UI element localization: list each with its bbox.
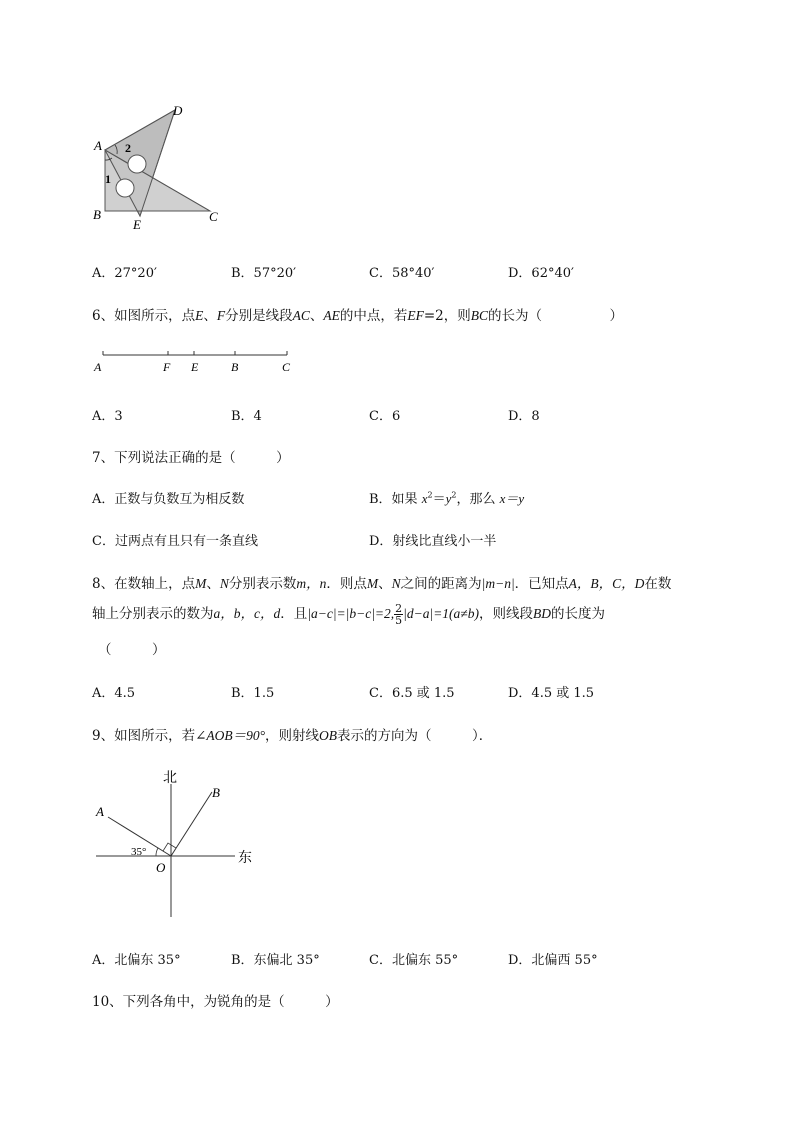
q9-option-b[interactable]: B．东偏北 35° <box>231 953 320 968</box>
q8-distance: |m−n| <box>481 576 515 591</box>
label-a: A <box>94 138 102 153</box>
q6-option-a[interactable]: A．3 <box>92 409 123 424</box>
q8-option-d[interactable]: D．4.5 或 1.5 <box>508 686 595 701</box>
label-e: E <box>133 217 141 232</box>
q7-eq: ＝ <box>432 492 446 507</box>
q10-stem: 10、下列各角中，为锐角的是（ ） <box>92 994 339 1010</box>
q9-angle: ∠AOB＝90° <box>195 728 266 743</box>
q8-var: M <box>195 576 207 591</box>
q7-option-b-text: B．如果 <box>369 492 422 507</box>
q6-var-f: F <box>216 308 226 323</box>
q7-option-a[interactable]: A．正数与负数互为相反数 <box>92 492 245 507</box>
q7-stem: 7、下列说法正确的是（ ） <box>92 450 290 466</box>
q6-var-ac: AC <box>292 308 310 323</box>
label-a: A <box>96 804 104 819</box>
q8-var: BD <box>532 606 551 621</box>
q8-var: m，n <box>296 576 327 591</box>
q8-text: ．且 <box>280 606 308 622</box>
q6-text: 的长为（ ） <box>488 308 624 324</box>
q8-text: 之间的距离为 <box>400 576 482 592</box>
q9-option-d[interactable]: D．北偏西 55° <box>508 953 598 968</box>
q8-var: N <box>391 576 401 591</box>
label-c: C <box>209 209 218 224</box>
q8-condition: |a−c|=|b−c|=2, <box>307 606 395 621</box>
q6-text: =2，则 <box>423 308 471 324</box>
point-f: F <box>163 360 171 374</box>
q7-option-d[interactable]: D．射线比直线小一半 <box>369 534 497 549</box>
q8-stem-line3: （ ） <box>98 642 166 658</box>
q5-option-b[interactable]: B．57°20′ <box>231 266 297 281</box>
fraction-denominator: 5 <box>395 614 403 627</box>
label-east: 东 <box>238 851 252 866</box>
q6-option-b[interactable]: B．4 <box>231 409 262 424</box>
label-o: O <box>156 860 166 875</box>
q7-sup: 2 <box>427 490 433 500</box>
q8-text: 的长度为 <box>550 606 605 622</box>
q6-var-ae: AE <box>323 308 340 323</box>
q6-option-c[interactable]: C．6 <box>369 409 401 424</box>
q8-text: 在数 <box>644 576 672 592</box>
q6-var-ef: EF <box>407 308 424 323</box>
label-b: B <box>93 207 101 222</box>
angle-2: 2 <box>125 141 131 155</box>
q8-option-a[interactable]: A．4.5 <box>92 686 136 701</box>
q8-fraction <box>394 603 403 626</box>
q8-var: N <box>219 576 229 591</box>
q5-figure <box>85 98 235 238</box>
q6-var-bc: BC <box>470 308 489 323</box>
q7-math-y: y <box>445 491 452 506</box>
q6-stem <box>92 304 623 324</box>
hole-lower <box>116 179 134 197</box>
q7-math-eq: x＝y <box>499 491 525 506</box>
q5-option-d[interactable]: D．62°40′ <box>508 266 574 281</box>
q8-text: ．则点 <box>326 576 367 592</box>
q8-text: ．已知点 <box>514 576 569 592</box>
q9-option-c[interactable]: C．北偏东 55° <box>369 953 459 968</box>
q8-values: a，b，c，d <box>213 606 281 621</box>
q8-points: A，B，C，D <box>568 576 645 591</box>
q9-text: 9、如图所示，若 <box>92 728 196 744</box>
q6-text: 、 <box>203 308 217 324</box>
q8-text: 、 <box>206 576 220 592</box>
q8-text: 8、在数轴上，点 <box>92 576 196 592</box>
label-35deg: 35° <box>131 846 147 858</box>
label-north: 北 <box>163 771 177 786</box>
q8-var: M <box>366 576 379 591</box>
q8-option-b[interactable]: B．1.5 <box>231 686 275 701</box>
q6-segment-figure <box>90 345 300 377</box>
q5-option-c[interactable]: C．58°40′ <box>369 266 435 281</box>
q9-direction-figure <box>90 762 270 922</box>
q8-condition: |d−a|=1(a≠b) <box>403 606 479 621</box>
q8-text: 、 <box>378 576 392 592</box>
q7-sup: 2 <box>451 490 457 500</box>
point-b: B <box>231 360 239 374</box>
q9-stem <box>92 724 492 744</box>
q6-text: 、 <box>309 308 324 324</box>
point-c: C <box>282 360 291 374</box>
right-angle-mark <box>163 843 176 851</box>
point-a: A <box>94 360 102 374</box>
label-b: B <box>212 785 220 800</box>
label-d: D <box>173 103 183 118</box>
q8-option-c[interactable]: C．6.5 或 1.5 <box>369 686 455 701</box>
angle-1: 1 <box>105 172 111 186</box>
q8-stem-line1 <box>92 572 671 592</box>
q9-var-ob: OB <box>319 728 338 743</box>
q9-text: ，则射线 <box>265 728 320 744</box>
q8-text: ，则线段 <box>478 606 533 622</box>
point-e: E <box>191 360 199 374</box>
q9-option-a[interactable]: A．北偏东 35° <box>92 953 181 968</box>
q8-text: 轴上分别表示的数为 <box>92 606 214 622</box>
q6-text: 的中点，若 <box>339 308 408 324</box>
q6-text: 6、如图所示，点 <box>92 308 196 324</box>
fraction-numerator: 2 <box>395 602 403 615</box>
q7-option-b-text: ，那么 <box>456 492 500 507</box>
q8-text: 分别表示数 <box>228 576 297 592</box>
hole-upper <box>128 155 146 173</box>
q6-option-d[interactable]: D．8 <box>508 409 540 424</box>
q8-stem-line2 <box>92 602 605 626</box>
q7-option-c[interactable]: C．过两点有且只有一条直线 <box>92 534 258 549</box>
q7-option-b[interactable] <box>369 488 524 507</box>
q7-math-x: x <box>421 491 428 506</box>
q6-text: 分别是线段 <box>225 308 293 324</box>
q5-option-a[interactable]: A．27°20′ <box>92 266 157 281</box>
ray-ob <box>171 792 212 856</box>
q9-text: 表示的方向为（ ）． <box>337 728 493 744</box>
q6-var-e: E <box>195 308 204 323</box>
